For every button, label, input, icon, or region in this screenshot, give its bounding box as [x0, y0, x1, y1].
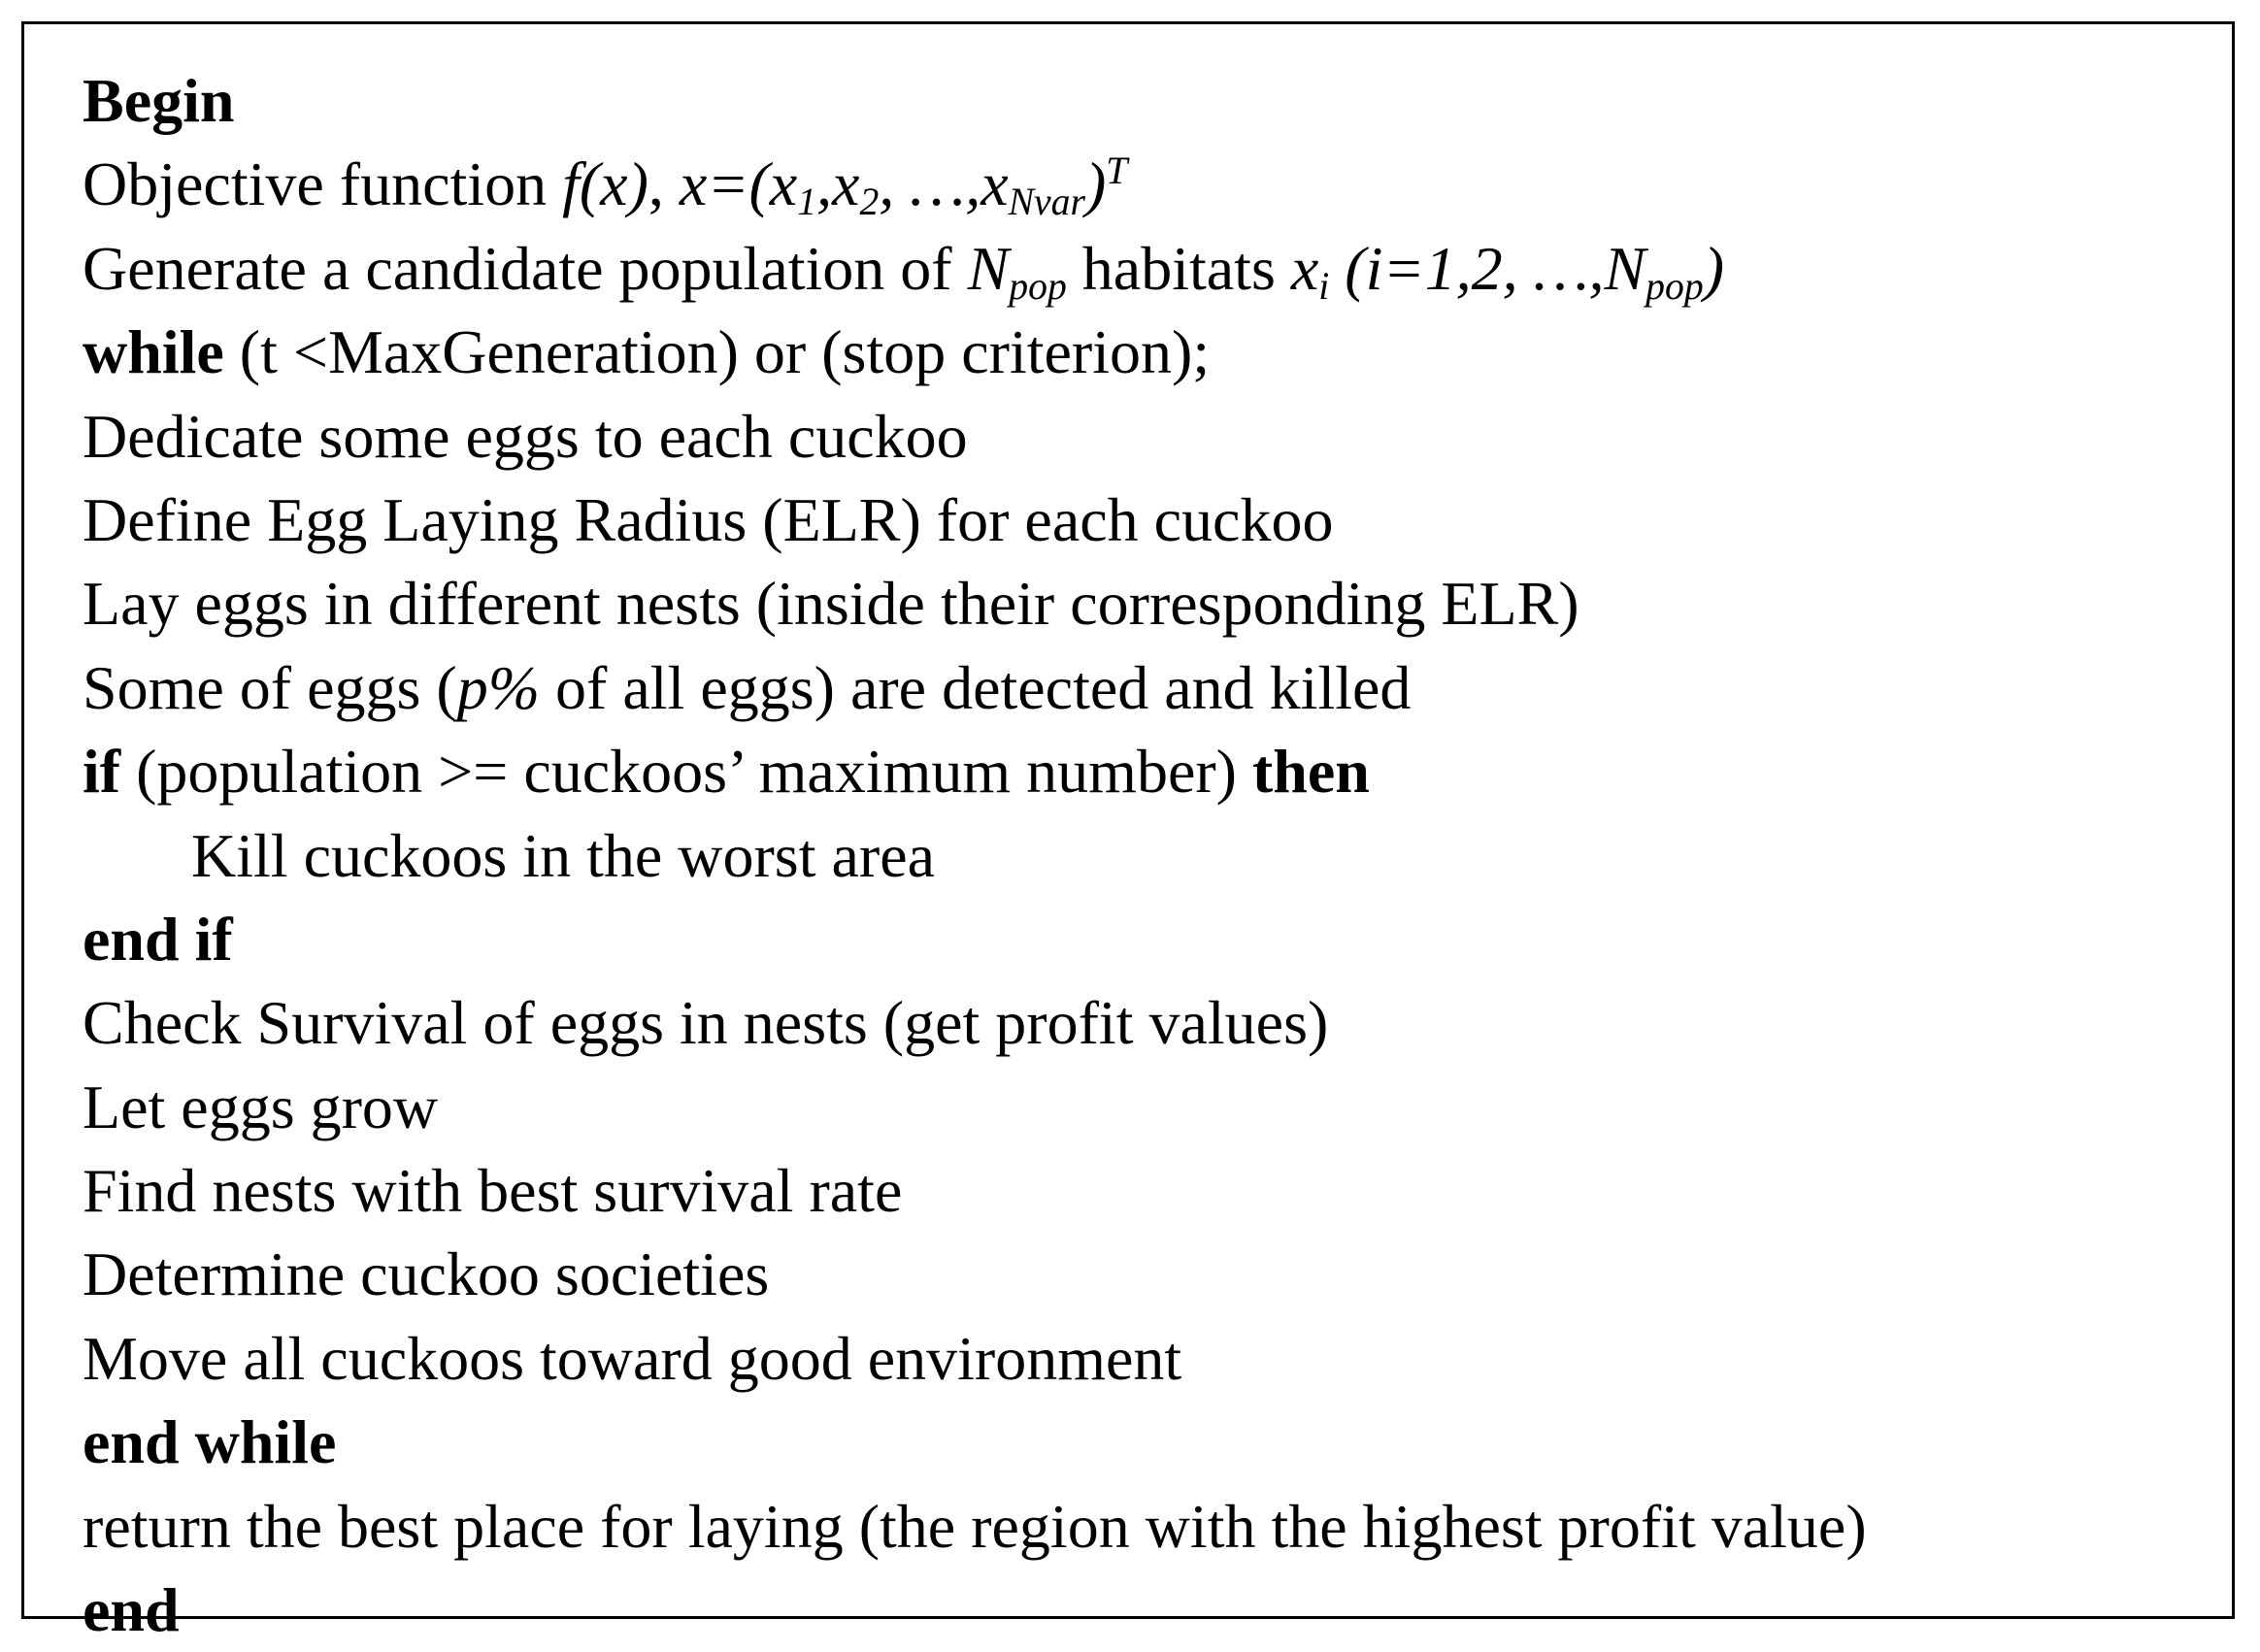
generate-paren-sub: pop — [1645, 264, 1704, 308]
objective-x: x=(x — [679, 149, 798, 219]
line-determine: Determine cuckoo societies — [83, 1239, 770, 1309]
line-dedicate: Dedicate some eggs to each cuckoo — [83, 401, 968, 471]
end-while-keyword: end while — [83, 1407, 337, 1477]
line-end-while — [83, 1401, 2247, 1484]
generate-mid: habitats — [1066, 233, 1291, 303]
line-end-if — [83, 898, 2247, 981]
objective-x2: ,x — [816, 149, 860, 219]
line-let-grow: Let eggs grow — [83, 1072, 439, 1141]
line-find-nests: Find nests with best survival rate — [83, 1156, 903, 1226]
line-move: Move all cuckoos toward good environment — [83, 1323, 1182, 1393]
line-if — [83, 730, 2247, 813]
line-generate — [83, 227, 2247, 311]
generate-close: ) — [1703, 233, 1724, 303]
line-end — [83, 1569, 2247, 1652]
end-if-keyword: end if — [83, 904, 233, 974]
some-p: p% — [456, 652, 541, 722]
line-some-eggs — [83, 646, 2247, 730]
line-begin — [83, 59, 2247, 143]
generate-x: x — [1290, 233, 1319, 303]
while-condition: (t <MaxGeneration) or (stop criterion); — [223, 317, 1211, 387]
while-keyword: while — [83, 317, 224, 387]
begin-keyword: Begin — [83, 66, 235, 135]
end-keyword: end — [83, 1575, 180, 1645]
some-prefix: Some of eggs ( — [83, 652, 457, 722]
some-suffix: of all eggs) are detected and killed — [540, 652, 1412, 722]
objective-sub2: 2 — [859, 181, 880, 224]
generate-x-sub: i — [1318, 264, 1330, 308]
generate-N-sub: pop — [1009, 264, 1067, 308]
objective-sub1: 1 — [797, 181, 817, 224]
objective-sup: T — [1106, 149, 1128, 193]
generate-N: N — [967, 233, 1010, 303]
if-condition: (population >= cuckoos’ maximum number) — [120, 737, 1252, 807]
algorithm-lines — [83, 59, 2247, 1652]
line-objective — [83, 143, 2247, 226]
objective-subn: Nvar — [1008, 181, 1085, 224]
line-check: Check Survival of eggs in nests (get profit values) — [83, 988, 1329, 1058]
line-lay-eggs: Lay eggs in different nests (inside their corresponding ELR) — [83, 569, 1579, 639]
objective-f: f(x) — [562, 149, 648, 219]
line-return: return the best place for laying (the region with the highest profit value) — [83, 1491, 1867, 1561]
line-kill: Kill cuckoos in the worst area — [191, 820, 935, 890]
objective-label: Objective function — [83, 149, 563, 219]
generate-paren: (i=1,2, …,N — [1329, 233, 1646, 303]
generate-label: Generate a candidate population of — [83, 233, 968, 303]
if-keyword: if — [83, 737, 121, 807]
objective-ellipsis: , …,x — [879, 149, 1009, 219]
algorithm-box — [21, 21, 2235, 1645]
line-while — [83, 311, 2247, 394]
line-define-elr: Define Egg Laying Radius (ELR) for each cuckoo — [83, 484, 1334, 554]
objective-close: ) — [1084, 149, 1107, 219]
objective-sep: , — [648, 149, 680, 219]
then-keyword: then — [1251, 737, 1370, 807]
